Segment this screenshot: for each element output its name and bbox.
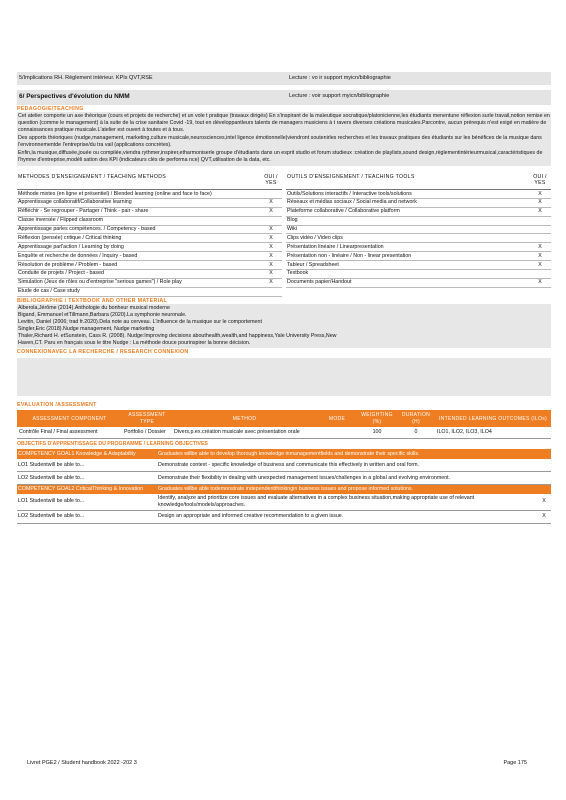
tool-row <box>286 261 551 270</box>
pedagogy-paragraph: Cet atelier comporte un axe théorique (cours et projets de recherche) et un vole t pratique (travaux dirigés) En s'inspirant de la maïeutique socratique/platonicienne,les étudiants menentune réflexion surle travail,notion remise en question (comme le management) à la suite de la crise sanitaire Covid -19, tout en développantleurs talents de managers musiciens à t ravers diverses créations musicales.Parcontre, aucun prérequis n'est exigé en matière de connaissances pratique musicale.L'atelier est ouvert à toutes et à tous. <box>18 113 550 134</box>
eval-weighting: 100 <box>357 427 397 438</box>
tool-row-check <box>530 235 550 242</box>
tools-table <box>286 172 551 297</box>
bibliography-entry: Levitin, Daniel (2006; trad fr.2020).Dela note au cerveau. L'influence de la musique sur le comportement <box>18 319 262 326</box>
method-row-check: X <box>269 270 273 277</box>
tool-row-label: Réseaux et médias sociaux / Social media and network <box>287 199 417 206</box>
tool-row-check <box>530 226 550 233</box>
tool-row-label: Présentation non - linéaire / Non - linear presentation <box>287 252 412 259</box>
header-row1-right: Lecture : vo ir support myicn/bibliographie <box>289 75 391 81</box>
learning-outcome-row <box>17 472 551 485</box>
competency-goal <box>17 485 551 494</box>
method-row-label: Réflexion (pensée) critique / Critical thinking <box>18 234 122 241</box>
competency-goal-description: Graduates willbe able todemonstrate independentthinkingin business issues and propose informed solutions. <box>158 485 413 492</box>
tool-row-label: Tableur / Spreadsheet <box>287 261 339 268</box>
connexion-label: CONNEXIONAVEC LA RECHERCHE / RESEARCH CONNEXION <box>17 348 189 355</box>
tool-row <box>286 279 551 288</box>
learning-outcome-text: Identify, analyze and prioritize core issues and evaluate alternatives in a complex business situation,making appropriate use of relevant knowledge/tools/models/approaches. <box>158 494 475 508</box>
tool-row-label: Plateforme collaborative / Collaborative platform <box>287 208 400 215</box>
method-row <box>17 270 282 279</box>
competency-goal-title: COMPETENCY GOAL1 Knowledge & Adaptability <box>18 451 136 458</box>
competency-goal-description: Graduates willbe able to develop thorough knowledge inmanagementfields and demonstrate their specific skills. <box>158 451 420 458</box>
tool-row-label: Présentation linéaire / Linearpresentation <box>287 243 384 250</box>
tool-row-label: Outils/Solutions interactifs / Interactive tools/solutions <box>287 190 412 197</box>
method-row-check: X <box>269 234 273 241</box>
tool-row <box>286 226 551 235</box>
tools-header-label: OUTILS D'ENSEIGNEMENT / TEACHING TOOLS <box>287 173 415 180</box>
bibliography-entry: Alberola,Jérôme (2014).Anthologie du bonheur musical moderne <box>18 305 170 312</box>
method-row <box>17 199 282 208</box>
bibliography-entry: Bigand, Emmanuel etTillmann,Barbara (2020).La symphonie neuronale. <box>18 312 187 319</box>
header-row2-right: Lecture : voir support myicn/bibliographie <box>289 93 390 100</box>
tool-row-label: Textbook <box>287 270 309 277</box>
eval-type: Portfolio / Dossier <box>122 427 172 438</box>
tool-row-label: Blog <box>287 217 298 224</box>
eval-ilos: ILO1, ILO2, ILO3, ILO4 <box>435 427 551 438</box>
learning-outcome-text: Demonstrate context - specific knowledge of business and communicate this effectively in written and oral form. <box>158 461 420 468</box>
method-row-label: Résolution de problème / Problem - based <box>18 261 118 268</box>
col-duration: DURATION (H) <box>397 410 435 427</box>
tool-row-check: X <box>538 190 542 197</box>
bibliography-label: BIBLIOGRAPHIE / TEXTBOOK AND OTHER MATERIAL <box>17 297 168 304</box>
tool-row-label: Wiki <box>287 226 298 233</box>
method-row-check <box>261 288 281 295</box>
tools-header <box>286 172 551 191</box>
learning-outcome-id: LO2 Studentwill be able to... <box>18 513 85 520</box>
methods-header <box>17 172 282 191</box>
tool-row-check <box>530 270 550 277</box>
method-row-label: Enquête et recherche de données / Inquiry - based <box>18 252 138 259</box>
pedagogy-paragraph: Des apports théoriques (nudge,management, marketing,culture musicale,neurosciences,intel ligence émotionnelle)viendront soutenirles recherches et les travaux pratiques des étudiants sur les bénéfices de la musique dans l'environnementde l'entreprise/du tra vail (applications concrètes). <box>18 135 542 148</box>
footer <box>27 760 527 767</box>
method-row-check: X <box>269 279 273 286</box>
tool-row-check: X <box>538 208 542 215</box>
connexion-box <box>17 358 551 396</box>
method-row-check: X <box>269 252 273 259</box>
method-row-label: Etude de cas / Case study <box>18 288 80 295</box>
learning-outcome-row <box>17 511 551 524</box>
col-component: ASSESSMENT COMPONENT <box>17 410 122 427</box>
method-row-label: Simulation (Jeux de rôles ou d'entreprise "serious games") / Role play <box>18 279 182 286</box>
learning-outcome-check: X <box>542 513 546 520</box>
learning-outcome-id: LO2 Studentwill be able to... <box>18 474 85 481</box>
method-row <box>17 208 282 217</box>
tool-row <box>286 208 551 217</box>
tools-header-yes: OUI / YES <box>533 173 547 187</box>
footer-handbook: Livret PGE2 / Student handbook 2022 -202 3 <box>27 760 137 766</box>
tool-row-check: X <box>538 243 542 250</box>
tool-row-label: Documents papier/Handout <box>287 279 352 286</box>
tool-row-check: X <box>538 199 542 206</box>
eval-component: Contrôle Final / Final assessment <box>17 427 122 438</box>
header-row1-left: 5/Implications RH. Règlement intérieur. KPIs QVT,RSE <box>19 75 153 81</box>
objectives-list <box>17 450 551 524</box>
method-row <box>17 234 282 243</box>
competency-goal <box>17 450 551 459</box>
pedagogy-label: PEDAGOGIE/TEACHING <box>17 105 84 112</box>
method-row-check: X <box>269 226 273 233</box>
methods-header-label: METHODES D'ENSEIGNEMENT / TEACHING METHODS <box>18 173 166 180</box>
tool-row <box>286 199 551 208</box>
method-row-label: Apprentissage collaboratif/Collaborative learning <box>18 199 132 206</box>
section-title: 6/ Perspectives d'évolution du NMM <box>19 93 130 101</box>
method-row <box>17 190 282 199</box>
methods-table <box>17 172 286 297</box>
method-row-label: Apprentissage parles compétences. / Competency - based <box>18 226 156 233</box>
method-row-label: Classe inversée / Flipped classroom <box>18 217 104 224</box>
header-row-perspectives <box>17 90 551 104</box>
method-row-check <box>261 217 281 224</box>
tool-row <box>286 252 551 261</box>
tool-row <box>286 243 551 252</box>
eval-mode <box>317 427 357 438</box>
method-row-check: X <box>269 208 273 215</box>
eval-duration: 0 <box>397 427 435 438</box>
tool-row <box>286 234 551 243</box>
method-row-check: X <box>269 199 273 206</box>
method-row <box>17 252 282 261</box>
pedagogy-paragraph: Enfin,la musique,diffusée,jouée ou compilée,viendra rythmer,inspirer,etharmoniserle groupe d'étudiants dans un esprit studio et forum studieux :création de playlists,sound design,règlementintérieurmusical,caractéristiques de l'hymne d'entreprise,modéli sation des KPI (indicateurs clés de performa nce) QVT,utilisation de la data, etc. <box>18 149 543 163</box>
bibliography-entry: Singler,Eric (2018).Nudge management, Nudge marketing <box>18 326 155 333</box>
method-row-check: X <box>269 261 273 268</box>
tool-row-check: X <box>538 261 542 268</box>
method-row <box>17 261 282 270</box>
eval-method: Divers,p.ex.création musicale avec présentation orale <box>172 427 317 438</box>
method-row <box>17 217 282 226</box>
evaluation-table <box>17 410 551 439</box>
bibliography-entry: Haven,CT. Paru en français sous le titre Nudge : La méthode douce pourinspirer la bonne décision. <box>18 339 251 346</box>
method-row <box>17 243 282 252</box>
competency-goal-title: COMPETENCY GOAL2 CriticalThinking & Innovation <box>18 485 144 492</box>
learning-outcome-row <box>17 459 551 472</box>
tool-row <box>286 217 551 226</box>
col-weighting: WEIGHTING (%) <box>357 410 397 427</box>
method-row <box>17 279 282 288</box>
evaluation-label: EVALUATION /ASSESSMENT <box>17 401 97 408</box>
pedagogy-text <box>17 112 551 165</box>
col-method: METHOD <box>172 410 317 427</box>
tool-row-label: Clips vidéo / Video clips <box>287 234 343 241</box>
method-row-label: Réfléchir - Se regrouper - Partager / Think - pair - share <box>18 208 149 215</box>
method-row-label: Méthode mixtes (en ligne et présentiel) / Blended learning (online and face to face) <box>18 190 212 197</box>
bibliography-list <box>17 304 551 347</box>
tool-row-check <box>530 217 550 224</box>
tool-row <box>286 270 551 279</box>
page <box>17 68 551 524</box>
method-row-check <box>261 191 281 198</box>
method-row-label: Apprentissage parl'action / Learning by doing <box>18 243 124 250</box>
objectives-label: OBJECTIFS D'APPRENTISSAGE DU PROGRAMME / LEARNING OBJECTIVES <box>17 439 551 450</box>
footer-page-number: Page 175 <box>503 760 527 766</box>
method-row <box>17 288 282 297</box>
method-row-label: Conduite de projets / Project - based <box>18 270 104 277</box>
col-type: ASSESSMENT TYPE <box>122 410 172 427</box>
tool-row-check: X <box>538 252 542 259</box>
tool-row <box>286 190 551 199</box>
learning-outcome-check: X <box>542 498 546 505</box>
col-mode: MODE <box>317 410 357 427</box>
header-row-implications <box>17 72 551 85</box>
method-row-check: X <box>269 243 273 250</box>
learning-outcome-text: Design an appropriate and informed creative recommendation to a given issue. <box>158 513 344 520</box>
learning-outcome-row <box>17 494 551 511</box>
bibliography-entry: Thaler,Richard H. etSunstein, Cass R. (2008). Nudge:Improving decisions abouthealth,wealth,and happiness,Yale University Press,New <box>18 332 337 339</box>
learning-outcome-id: LO1 Studentwill be able to... <box>18 461 85 468</box>
methods-header-yes: OUI / YES <box>264 173 278 187</box>
methods-tools-grid <box>17 172 551 297</box>
learning-outcome-id: LO1 Studentwill be able to... <box>18 498 85 505</box>
tool-row-check: X <box>538 279 542 286</box>
method-row <box>17 226 282 235</box>
learning-outcome-text: Demonstrate their flexibility in dealing with unexpected management issues/challenges in a global and evolving environment. <box>158 474 451 481</box>
col-ilos: INTENDED LEARNING OUTCOMES (ILOs) <box>435 410 551 427</box>
evaluation-row <box>17 427 551 438</box>
